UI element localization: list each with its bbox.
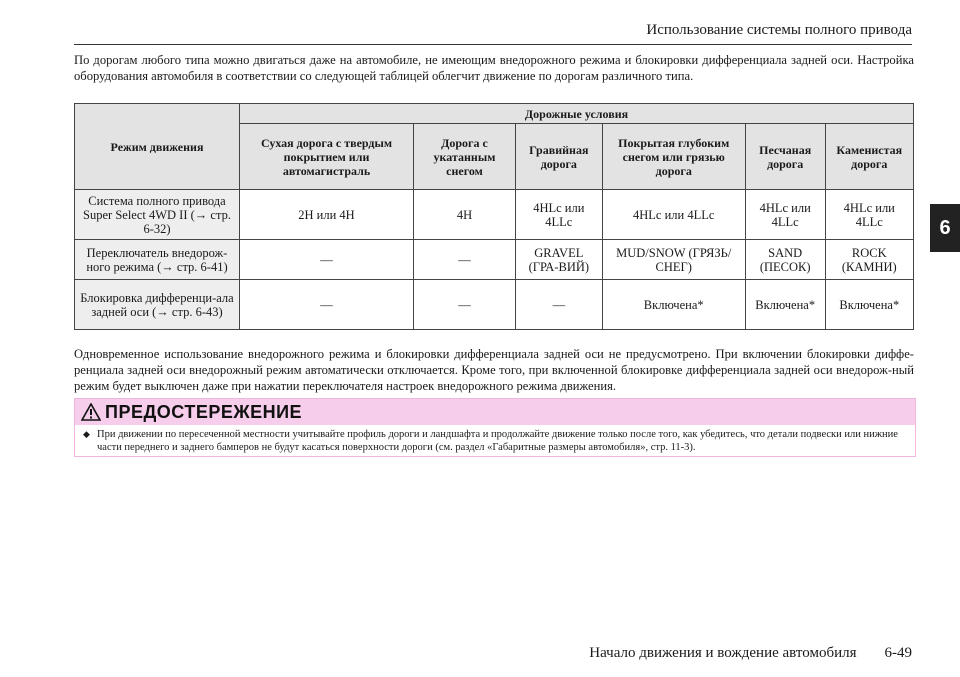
column-header: Песчаная дорога — [745, 124, 825, 190]
table-cell: — — [515, 280, 602, 330]
column-header: Покрытая глубоким снегом или грязью дорога — [602, 124, 745, 190]
note-paragraph: Одновременное использование внедорожного режима и блокировки дифференциала задней оси не предусмотрено. При включении блокировки диффе-ренциала задней оси внедорожный режим автоматически отключается. Кроме того, при включенной блокировке дифференциала задней оси внедорож-ный режим будет выключен даже при нажатии переключателя настроек внедорожного режима движения. — [74, 347, 914, 393]
footer-chapter: Начало движения и вождение автомобиля — [589, 645, 857, 661]
column-header: Каменистая дорога — [825, 124, 913, 190]
warning-body — [75, 425, 915, 454]
page-header-title: Использование системы полного привода — [646, 22, 912, 38]
section-tab: 6 — [930, 204, 960, 252]
table-cell: — — [414, 240, 516, 280]
column-header: Дорога с укатанным снегом — [414, 124, 516, 190]
table-row — [75, 280, 914, 330]
warning-text: При движении по пересеченной местности учитывайте профиль дороги и ландшафта и продолжайте движение только после того, как убедитесь, что детали подвески или нижние части переднего и заднего бамперов не будут касаться поверхности дороги (см. раздел «Габаритные размеры автомобиля», стр. 11-3). — [97, 429, 898, 453]
road-conditions-table — [74, 103, 914, 330]
table-cell: 4HLc или 4LLc — [745, 190, 825, 240]
warning-box — [74, 398, 916, 457]
table-cell: 4HLc или 4LLc — [602, 190, 745, 240]
warning-triangle-icon — [81, 403, 101, 421]
table-cell: — — [414, 280, 516, 330]
table-cell: ROCK (КАМНИ) — [825, 240, 913, 280]
table-cell: 4HLc или 4LLc — [825, 190, 913, 240]
row-label: Блокировка дифференци-ала задней оси (→ стр. 6-43) — [75, 280, 240, 330]
table-cell: 2H или 4H — [240, 190, 414, 240]
table-cell: 4HLc или 4LLc — [515, 190, 602, 240]
table-cell: — — [240, 280, 414, 330]
page-footer — [589, 645, 912, 662]
page-number: 6-49 — [884, 645, 912, 661]
table-row — [75, 240, 914, 280]
intro-paragraph: По дорогам любого типа можно двигаться даже на автомобиле, не имеющим внедорожного режима и блокировки дифференциала задней оси. Настройка оборудования автомобиля в соответствии со следующей таблицей облегчит движение по дорогам различного типа. — [74, 53, 914, 83]
column-header: Гравийная дорога — [515, 124, 602, 190]
warning-header — [75, 399, 915, 425]
table-cell: Включена* — [745, 280, 825, 330]
table-cell: — — [240, 240, 414, 280]
row-label: Переключатель внедорож-ного режима (→ стр. 6-41) — [75, 240, 240, 280]
warning-title: ПРЕДОСТЕРЕЖЕНИЕ — [105, 401, 303, 422]
table-cell: SAND (ПЕСОК) — [745, 240, 825, 280]
header-rule — [74, 44, 912, 45]
conditions-header: Дорожные условия — [240, 104, 914, 124]
table-cell: Включена* — [602, 280, 745, 330]
bullet-diamond-icon: ◆ — [83, 429, 90, 439]
table-cell: Включена* — [825, 280, 913, 330]
mode-header: Режим движения — [75, 104, 240, 190]
table-cell: MUD/SNOW (ГРЯЗЬ/СНЕГ) — [602, 240, 745, 280]
table-cell: 4H — [414, 190, 516, 240]
table-row — [75, 190, 914, 240]
column-header: Сухая дорога с твердым покрытием или автомагистраль — [240, 124, 414, 190]
row-label: Система полного привода Super Select 4WD II (→ стр. 6-32) — [75, 190, 240, 240]
table-header-row — [75, 104, 914, 124]
table-cell: GRAVEL (ГРА-ВИЙ) — [515, 240, 602, 280]
